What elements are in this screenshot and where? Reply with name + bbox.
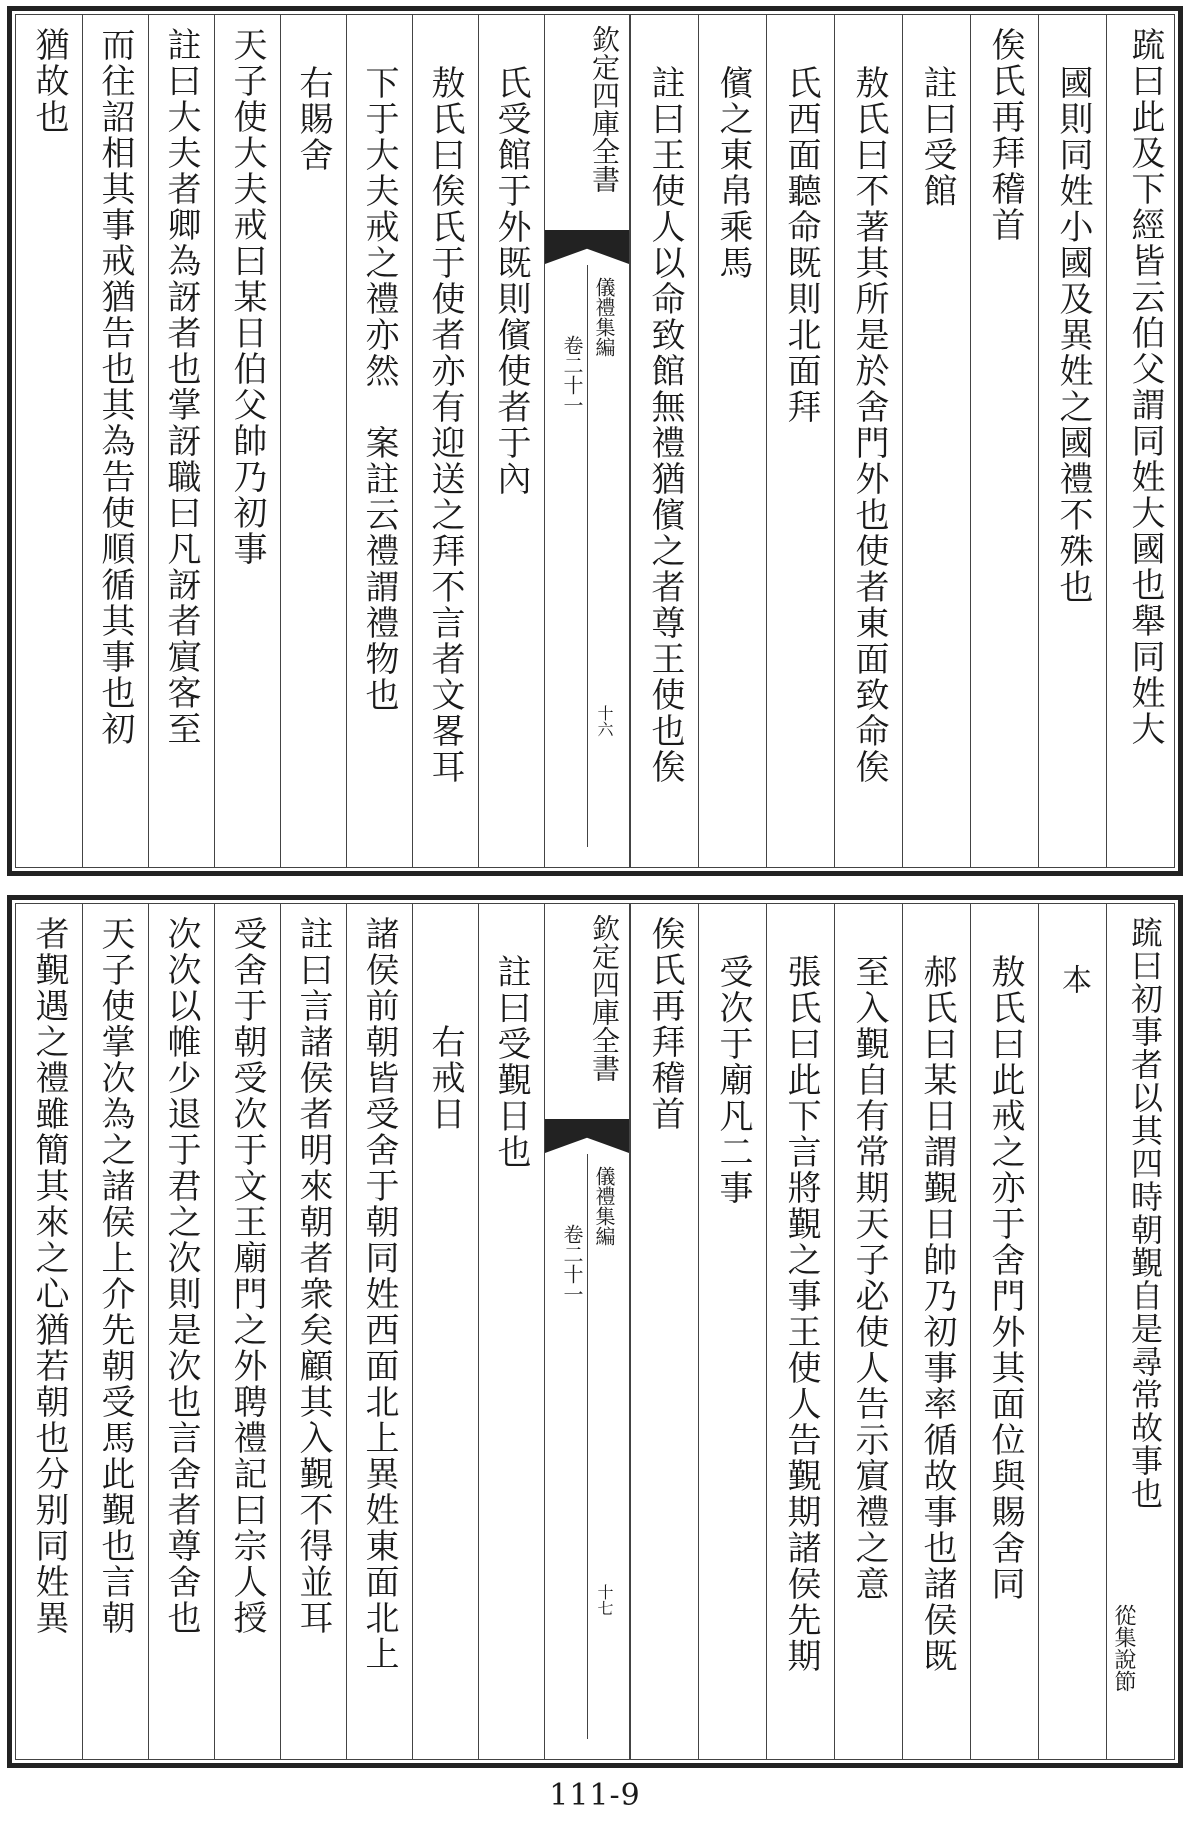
- top-page: [7, 6, 1183, 876]
- text-column: [82, 15, 148, 867]
- column-text: 本: [1056, 964, 1091, 995]
- text-column: [148, 904, 214, 1759]
- text-column: [214, 15, 280, 867]
- column-text: 註曰大夫者卿為訝者也掌訝職曰凡訝者賔客至: [161, 27, 201, 747]
- column-text: 猶故也: [29, 27, 69, 135]
- text-column: [478, 15, 544, 867]
- center-column: [544, 15, 630, 867]
- text-column: [630, 904, 698, 1759]
- column-text: 俟氏再拜稽首: [645, 916, 685, 1132]
- text-column: [1106, 15, 1178, 867]
- column-text: 䟽曰初事者以其四時朝覲自是尋常故事也: [1126, 916, 1164, 1510]
- volume-label: 卷二十一: [560, 335, 584, 415]
- column-text: 氏受館于外既則儐使者于內: [491, 65, 531, 497]
- text-column: [1038, 15, 1106, 867]
- text-column: [1106, 904, 1178, 1759]
- page-footer-number: 111-9: [549, 1778, 641, 1813]
- column-text: 天子使大夫戒曰某日伯父帥乃初事: [227, 27, 267, 567]
- text-column: [412, 904, 478, 1759]
- text-column: [766, 15, 834, 867]
- center-rule: [587, 265, 588, 847]
- fish-tail-mark: [545, 1119, 629, 1153]
- text-column: [16, 904, 82, 1759]
- text-column: [16, 15, 82, 867]
- text-column: [280, 15, 346, 867]
- column-text: 下于大夫戒之禮亦然 案註云禮謂禮物也: [359, 65, 399, 713]
- bottom-page-frame: [15, 903, 1175, 1760]
- text-column: [902, 15, 970, 867]
- text-column: [630, 15, 698, 867]
- text-column: [82, 904, 148, 1759]
- column-text: 次次以帷少退于君之次則是次也言舍者尊舍也: [161, 916, 201, 1636]
- column-text: 諸侯前朝皆受舍于朝同姓西面北上異姓東面北上: [359, 916, 399, 1672]
- column-text: 註曰言諸侯者明來朝者衆矣顧其入覲不得並耳: [293, 916, 333, 1636]
- column-text: 右賜舍: [293, 65, 333, 173]
- column-text: 俟氏再拜稽首: [985, 27, 1025, 243]
- column-text: 敖氏曰此戒之亦于舍門外其面位與賜舍同: [985, 954, 1025, 1602]
- column-text: 氏西面聽命既則北面拜: [781, 65, 821, 425]
- text-column: [970, 15, 1038, 867]
- column-text: 敖氏曰不著其所是於舍門外也使者東面致命俟: [849, 65, 889, 785]
- text-column: [834, 15, 902, 867]
- center-title: 欽定四庫全書: [588, 25, 621, 193]
- book-title: 儀禮集編: [592, 277, 616, 357]
- text-column: [412, 15, 478, 867]
- column-text: 國則同姓小國及異姓之國禮不殊也: [1053, 65, 1093, 605]
- column-text: 受舍于朝受次于文王廟門之外聘禮記曰宗人授: [227, 916, 267, 1636]
- text-column: [478, 904, 544, 1759]
- text-column: [346, 15, 412, 867]
- text-column: [698, 15, 766, 867]
- column-text: 敖氏曰俟氏于使者亦有迎送之拜不言者文畧耳: [425, 65, 465, 785]
- bottom-page: [7, 895, 1183, 1768]
- source-note: 從集說節: [1111, 1604, 1136, 1692]
- text-column: [970, 904, 1038, 1759]
- center-rule: [587, 1154, 588, 1739]
- column-text: 者覲遇之禮雖簡其來之心猶若朝也分别同姓異: [29, 916, 69, 1636]
- column-text: 而往詔相其事戒猶告也其為告使順循其事也初: [95, 27, 135, 747]
- book-title: 儀禮集編: [592, 1166, 616, 1246]
- column-text: 張氏曰此下言將覲之事王使人告覲期諸侯先期: [781, 954, 821, 1674]
- column-text: 註曰受覲日也: [491, 954, 531, 1170]
- page-number: 十六: [595, 705, 614, 737]
- text-column: [1038, 904, 1106, 1759]
- text-column: [902, 904, 970, 1759]
- column-text: 郝氏曰某日謂覲日帥乃初事率循故事也諸侯既: [917, 954, 957, 1674]
- column-text: 受次于廟凡二事: [713, 954, 753, 1206]
- page-number: 十七: [595, 1584, 614, 1616]
- text-column: [346, 904, 412, 1759]
- text-column: [214, 904, 280, 1759]
- volume-label: 卷二十一: [560, 1224, 584, 1304]
- column-text: 䟽曰此及下經皆云伯父謂同姓大國也舉同姓大: [1125, 27, 1165, 747]
- text-column: [148, 15, 214, 867]
- column-text: 註曰王使人以命致館無禮猶儐之者尊王使也俟: [645, 65, 685, 785]
- fish-tail-mark: [545, 230, 629, 264]
- text-column: [834, 904, 902, 1759]
- column-text: 至入覲自有常期天子必使人告示賔禮之意: [849, 954, 889, 1602]
- center-title: 欽定四庫全書: [588, 914, 621, 1082]
- column-text: 右戒日: [425, 1024, 465, 1132]
- column-text: 註曰受館: [917, 65, 957, 209]
- column-text: 天子使掌次為之諸侯上介先朝受馬此覲也言朝: [95, 916, 135, 1636]
- column-text: 儐之東帛乘馬: [713, 65, 753, 281]
- text-column: [766, 904, 834, 1759]
- center-column: [544, 904, 630, 1759]
- text-column: [698, 904, 766, 1759]
- top-page-frame: [15, 14, 1175, 868]
- text-column: [280, 904, 346, 1759]
